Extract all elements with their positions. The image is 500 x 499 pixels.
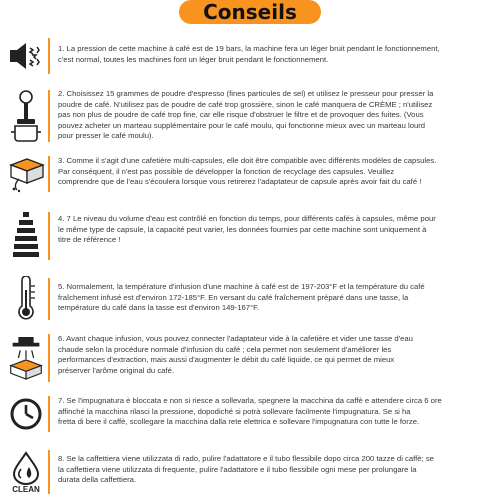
clean-drops-icon xyxy=(5,446,47,498)
divider xyxy=(48,450,50,494)
tip-text: 2. Choisissez 15 grammes de poudre d'espresso (fines particules de sel) et utilisez le presseur pour presser la poudre de café. N'utilisez pas de poudre de café trop grossière, sinon le café manquera de CRÈME ; n'utilisez pas non plus de poudre de café trop fine, car elle risque d'obstruer le filtre et de provoquer des fuites. (Vous pouvez acheter un marteau supplémentaire pour le café moulu, qui fonctionne mieux avec un marteau lourd pour presser le café moulu). xyxy=(58,89,434,141)
thermometer-icon xyxy=(5,274,47,324)
divider xyxy=(48,334,50,382)
water-level-icon xyxy=(5,208,47,264)
divider xyxy=(48,90,50,142)
tip-row xyxy=(0,86,500,146)
tip-text: 1. La pression de cette machine à café est de 19 bars, la machine fera un léger bruit pendant le fonctionnement, c'est normal, toutes les machines font un léger bruit pendant le fonctionnement. xyxy=(58,44,440,64)
tip-text: 5. Normalement, la température d'infusion d'une machine à café est de 197-203°F et la température du café fraîchement infusé est d'environ 172-185°F. En versant du café fraîchement préparé dans une tasse, la température du café dans la tasse est d'environ 149-167°F. xyxy=(58,282,425,313)
title-banner xyxy=(0,0,500,26)
tip-text: 3. Comme il s'agit d'une cafetière multi-capsules, elle doit être compatible avec différents modèles de capsules. Par conséquent, il n'est pas possible de développer la fonction de recyclage des capsules. Veuillez comprendre que de l'eau s'écoulera lorsque vous retirerez l'adaptateur de capsule après avoir fait du café ! xyxy=(58,156,437,187)
divider xyxy=(48,212,50,260)
rinse-adapter-icon xyxy=(5,330,47,386)
divider xyxy=(48,156,50,192)
coffee-tamper-icon xyxy=(5,86,47,146)
tip-text: 4. 7 Le niveau du volume d'eau est contrôlé en fonction du temps, pour différents cafés à capsules, même pour le même type de capsule, la capacité peut varier, les données fournies par cette machine sont uniquement à titre de référence ! xyxy=(58,214,436,245)
clock-icon xyxy=(5,392,47,436)
tip-text: 6. Avant chaque infusion, vous pouvez connecter l'adaptateur vide à la cafetière et vider une tasse d'eau chaude selon la procédure normale d'infusion du café ; cela permet non seulement d'améliorer les performances d'extraction, mais aussi d'augmenter le débit du café liquide, ce qui permet de mieux préserver l'arôme original du café. xyxy=(58,334,413,375)
divider xyxy=(48,396,50,432)
divider xyxy=(48,38,50,74)
tip-row xyxy=(0,274,500,324)
tip-row xyxy=(0,208,500,264)
capsule-adapter-icon xyxy=(5,152,47,196)
tip-text: 8. Se la caffettiera viene utilizzata di rado, pulire l'adattatore e il tubo flessibile dopo circa 200 tazze di caffè; se la caffettiera viene utilizzata di frequente, pulire l'adattatore e il tubo flessibile ogni mese per prolungare la durata della caffettiera. xyxy=(58,454,434,485)
tip-row xyxy=(0,392,500,436)
divider xyxy=(48,278,50,320)
tip-row xyxy=(0,36,500,76)
clean-label: CLEAN xyxy=(12,484,40,494)
speaker-noise-icon xyxy=(5,36,47,76)
page-title: Conseils xyxy=(179,0,321,24)
tip-row xyxy=(0,446,500,498)
tip-text: 7. Se l'impugnatura è bloccata e non si riesce a sollevarla, spegnere la macchina da caffè e attendere circa 6 ore affinché la macchina rilasci la pressione, dopodiché si potrà sollevare facilmente l'impugnatura. Se si ha fretta di bere il caffè, scollegare la macchina dalla rete elettrica e sollevare l'impugnatura con tutte le forze. xyxy=(58,396,442,427)
tip-row xyxy=(0,330,500,386)
tip-row xyxy=(0,152,500,196)
